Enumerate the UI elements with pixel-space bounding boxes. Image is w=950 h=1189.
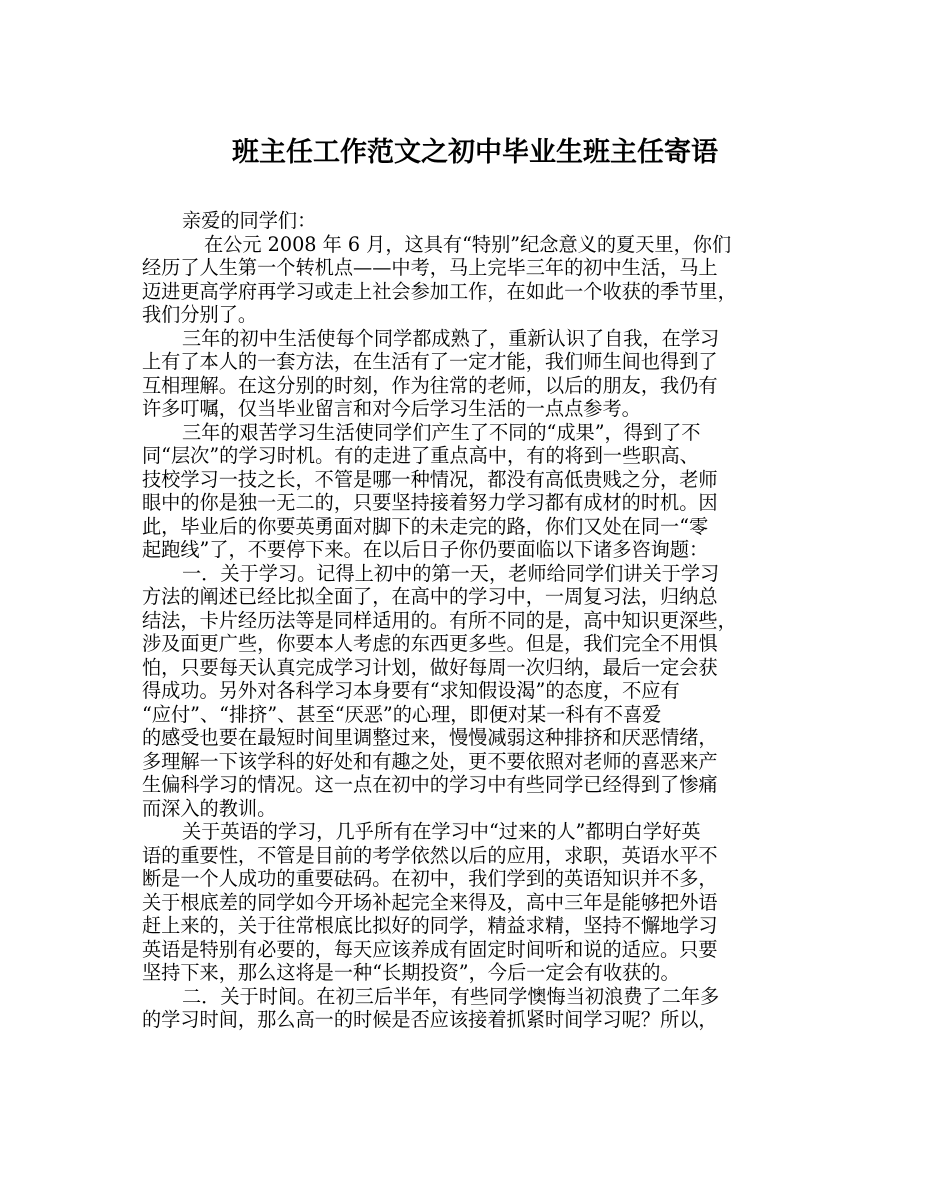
paragraph-line: 起跑线”了，不要停下来。在以后日子你仍要面临以下诸多咨询题：: [142, 538, 709, 561]
paragraph-line: 断是一个人成功的重要砝码。在初中，我们学到的英语知识并不多，: [142, 867, 718, 890]
paragraph-line: 二．关于时间。在初三后半年，有些同学懊悔当初浪费了二年多: [182, 984, 720, 1008]
paragraph-line: 我们分别了。: [142, 303, 258, 326]
paragraph-line: 关于根底差的同学如今开场补起完全来得及，高中三年是能够把外语: [142, 890, 718, 914]
paragraph-line: 多理解一下该学科的好处和有趣之处，更不要依照对老师的喜恶来产: [142, 749, 718, 773]
paragraph-line: 三年的艰苦学习生活使同学们产生了不同的“成果”，得到了不: [182, 420, 701, 444]
paragraph-line: 此，毕业后的你要英勇面对脚下的未走完的路，你们又处在同一“零: [142, 514, 709, 538]
paragraph-line: 互相理解。在这分别的时刻，作为往常的老师，以后的朋友，我仍有: [142, 373, 718, 397]
paragraph-line: 眼中的你是独一无二的，只要坚持接着努力学习都有成材的时机。因: [142, 491, 718, 514]
paragraph-line: 的学习时间，那么高一的时候是否应该接着抓紧时间学习呢？所以，: [142, 1008, 718, 1031]
paragraph-line: 怕，只要每天认真完成学习计划，做好每周一次归纳，最后一定会获: [142, 655, 718, 679]
paragraph-line: 同“层次”的学习时机。有的走进了重点高中，有的将到一些职高、: [142, 444, 699, 467]
paragraph-line: 技校学习一技之长，不管是哪一种情况，都没有高低贵贱之分，老师: [142, 467, 718, 491]
paragraph-line: 一．关于学习。记得上初中的第一天，老师给同学们讲关于学习: [182, 561, 720, 585]
paragraph-line: “应付”、“排挤”、甚至“厌恶”的心理，即便对某一科有不喜爱: [142, 702, 662, 726]
paragraph-line: 涉及面更广些，你要本人考虑的东西更多些。但是，我们完全不用惧: [142, 632, 718, 655]
paragraph-line: 得成功。另外对各科学习本身要有“求知假设渴”的态度，不应有: [142, 679, 680, 702]
paragraph-line: 语的重要性，不管是目前的考学依然以后的应用，求职，英语水平不: [142, 843, 718, 867]
paragraph-line: 结法，卡片经历法等是同样适用的。有所不同的是，高中知识更深些，: [142, 608, 737, 632]
paragraph-line: 而深入的教训。: [142, 796, 277, 820]
paragraph-line: 英语是特别有必要的，每天应该养成有固定时间听和说的适应。只要: [142, 937, 718, 961]
paragraph-line: 方法的阐述已经比拟全面了，在高中的学习中，一周复习法，归纳总: [142, 585, 718, 608]
paragraph-line: 迈进更高学府再学习或走上社会参加工作，在如此一个收获的季节里，: [142, 279, 737, 303]
paragraph-line: 坚持下来，那么这将是一种“长期投资”，今后一定会有收获的。: [142, 961, 680, 984]
paragraph-line: 赶上来的，关于往常根底比拟好的同学，精益求精，坚持不懈地学习: [142, 914, 718, 937]
paragraph-line: 生偏科学习的情况。这一点在初中的学习中有些同学已经得到了惨痛: [142, 773, 718, 796]
paragraph-line: 三年的初中生活使每个同学都成熟了，重新认识了自我，在学习: [182, 326, 720, 350]
paragraph-line: 在公元 2008 年 6 月，这具有“特别”纪念意义的夏天里，你们: [204, 232, 732, 256]
document-body: [142, 209, 826, 1032]
paragraph-line: 上有了本人的一套方法，在生活有了一定才能，我们师生间也得到了: [142, 350, 718, 373]
paragraph-line: 的感受也要在最短时间里调整过来，慢慢减弱这种排挤和厌恶情绪，: [142, 726, 718, 749]
paragraph-line: 关于英语的学习，几乎所有在学习中“过来的人”都明白学好英: [182, 820, 701, 843]
paragraph-line: 许多叮嘱，仅当毕业留言和对今后学习生活的一点点参考。: [142, 397, 641, 420]
paragraph-line: 经历了人生第一个转机点——中考，马上完毕三年的初中生活，马上: [142, 256, 718, 279]
document-title: 班主任工作范文之初中毕业生班主任寄语: [232, 137, 718, 168]
salutation-line: 亲爱的同学们：: [182, 209, 317, 232]
